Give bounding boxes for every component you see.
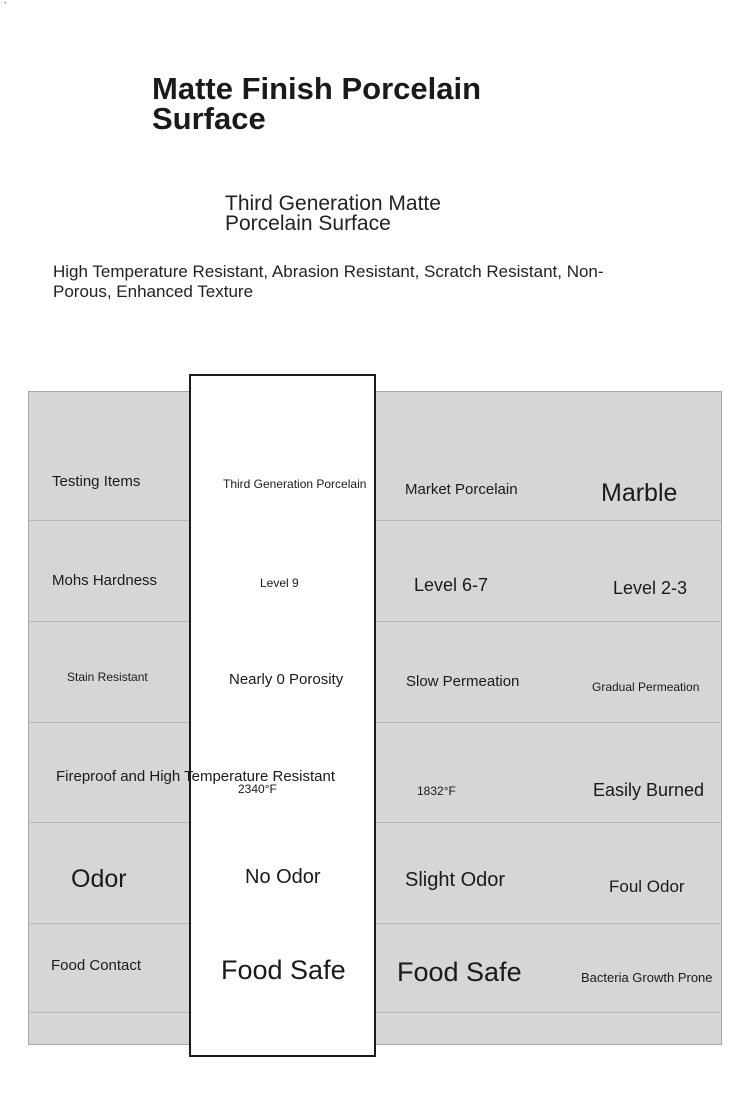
row-mohs-marble: Level 2-3: [613, 578, 688, 598]
header-testing-items: Testing Items: [52, 473, 141, 490]
row-mohs-third-gen: Level 9: [260, 576, 299, 590]
row-odor-item: Odor: [71, 865, 127, 893]
row-mohs-market: Level 6-7: [414, 575, 489, 595]
row-fire-third-gen: 2340°F: [238, 782, 277, 796]
header-third-generation: Third Generation Porcelain: [223, 477, 367, 491]
page-title: Matte Finish Porcelain Surface: [152, 71, 482, 136]
row-fire-item: Fireproof and High Temperature Resistant: [56, 768, 336, 785]
row-fire-marble: Easily Burned: [593, 780, 705, 800]
row-food-market: Food Safe: [397, 957, 522, 987]
row-mohs-item: Mohs Hardness: [52, 572, 158, 589]
row-odor-marble: Foul Odor: [609, 877, 685, 896]
header-market-porcelain: Market Porcelain: [405, 481, 518, 498]
row-food-third-gen: Food Safe: [221, 955, 346, 985]
row-fire-market: 1832°F: [417, 784, 456, 798]
row-stain-market: Slow Permeation: [406, 673, 520, 690]
row-odor-market: Slight Odor: [405, 869, 506, 891]
header-marble: Marble: [601, 479, 678, 507]
row-stain-third-gen: Nearly 0 Porosity: [229, 671, 344, 688]
corner-mark: `: [4, 1, 7, 11]
feature-list: High Temperature Resistant, Abrasion Resistant, Scratch Resistant, Non-Porous, Enhanced Texture: [53, 262, 604, 301]
row-stain-item: Stain Resistant: [67, 670, 148, 684]
row-odor-third-gen: No Odor: [245, 866, 321, 888]
row-stain-marble: Gradual Permeation: [592, 680, 700, 694]
page-subtitle: Third Generation Matte Porcelain Surface: [225, 192, 441, 235]
row-food-marble: Bacteria Growth Prone: [581, 970, 713, 985]
row-food-item: Food Contact: [51, 957, 142, 974]
